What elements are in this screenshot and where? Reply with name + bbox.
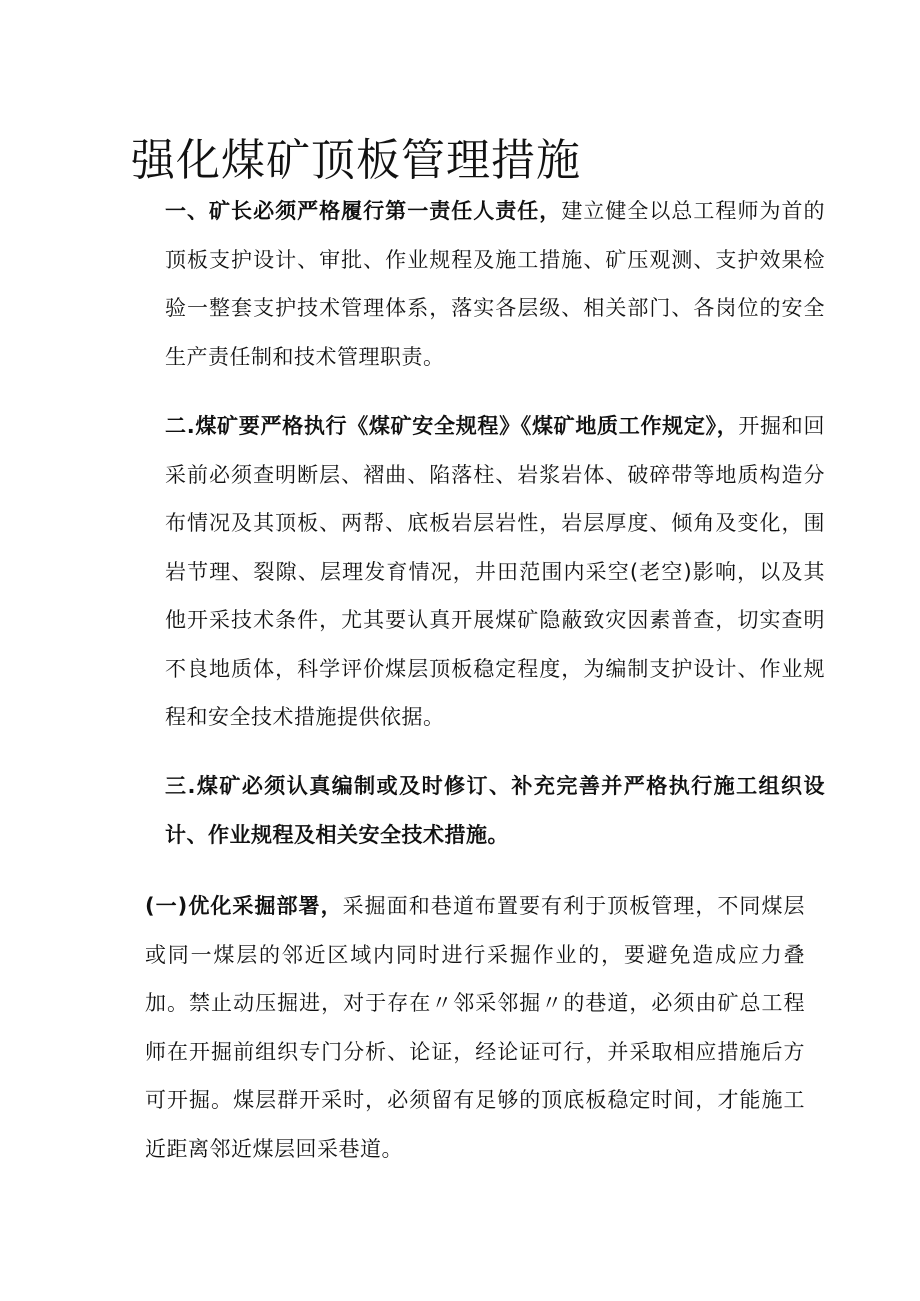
section-3-1-body: 采掘面和巷道布置要有利于顶板管理，不同煤层或同一煤层的邻近区域内同时进行采掘作业的，要避免造成应力叠加。禁止动压掘进，对于存在〃邻采邻掘〃的巷道，必须由矿总工程师在开掘前组织专门分析、论证，经论证可行，并采取相应措施后方可开掘。煤层群开采时，必须留有足够的顶底板稳定时间，才能施工近距离邻近煤层回采巷道。 — [145, 894, 806, 1161]
section-3-lead: 三.煤矿必须认真编制或及时修订、补充完善并严格执行施工组织设计、作业规程及相关安全技术措施。 — [165, 774, 825, 847]
section-1-lead: 一、矿长必须严格履行第一责任人责任， — [165, 199, 562, 223]
page-title: 强化煤矿顶板管理措施 — [131, 135, 581, 186]
section-2-lead: 二.煤矿要严格执行《煤矿安全规程》《煤矿地质工作规定》， — [165, 414, 739, 438]
section-1-body: 建立健全以总工程师为首的顶板支护设计、审批、作业规程及施工措施、矿压观测、支护效果检验一整套支护技术管理体系，落实各层级、相关部门、各岗位的安全生产责任制和技术管理职责。 — [165, 199, 826, 369]
section-3-1-lead: (一)优化采掘部署， — [145, 894, 343, 918]
section-3-1-paragraph — [131, 882, 805, 1173]
section-2-paragraph — [131, 402, 825, 742]
section-1-paragraph — [131, 187, 825, 381]
section-3-paragraph — [131, 762, 825, 859]
section-2-body: 开掘和回采前必须查明断层、褶曲、陷落柱、岩浆岩体、破碎带等地质构造分布情况及其顶板、两帮、底板岩层岩性，岩层厚度、倾角及变化，围岩节理、裂隙、层理发育情况，井田范围内采空(老空)影响，以及其他开采技术条件，尤其要认真开展煤矿隐蔽致灾因素普查，切实查明不良地质体，科学评价煤层顶板稳定程度，为编制支护设计、作业规程和安全技术措施提供依据。 — [165, 414, 826, 729]
